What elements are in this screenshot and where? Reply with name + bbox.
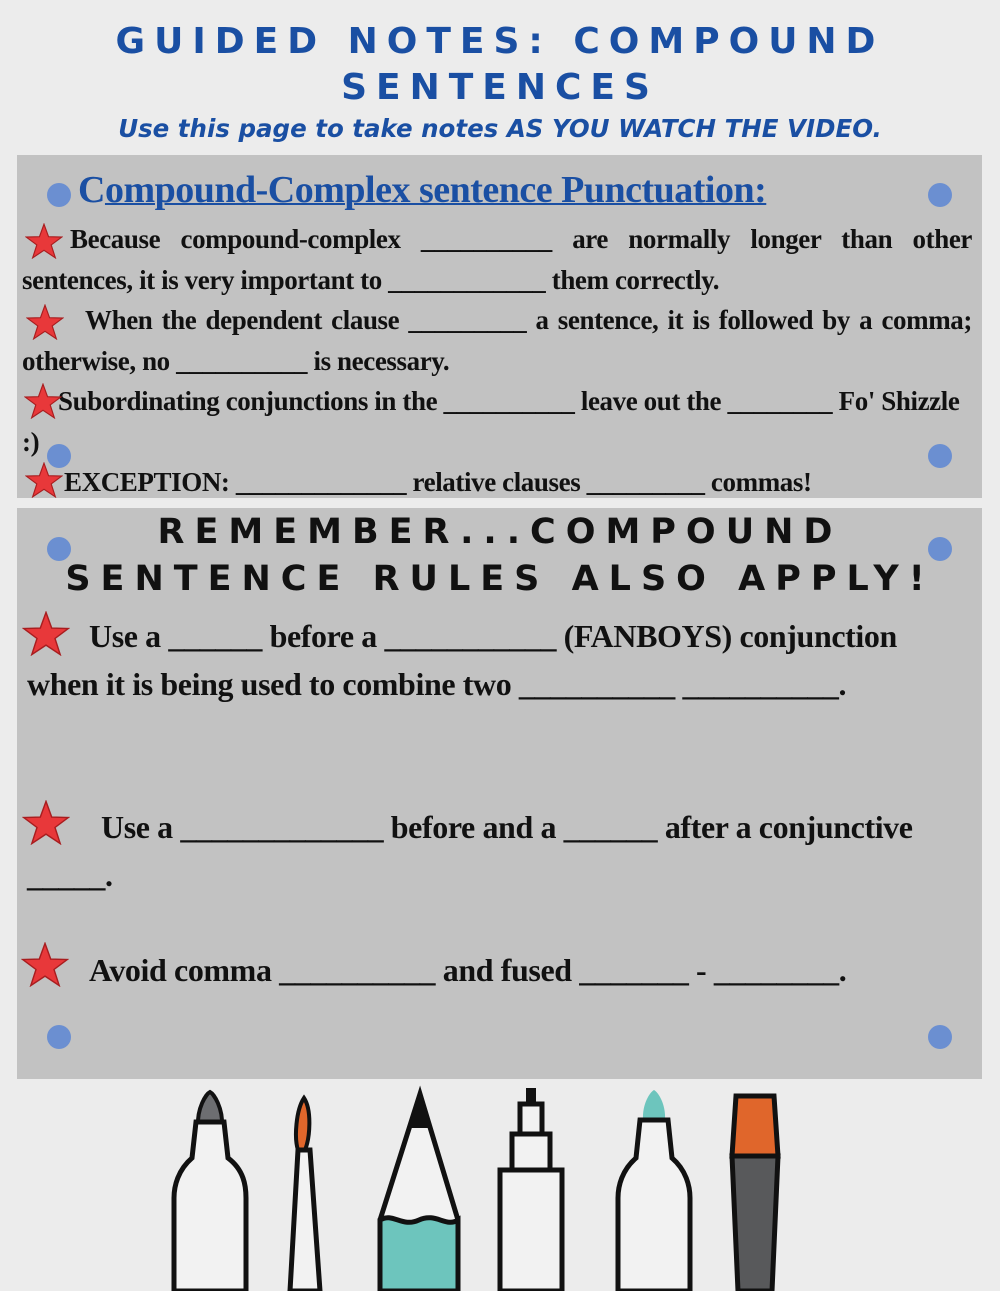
technical-pen-icon: [500, 1088, 562, 1291]
paint-brush-flat-icon: [732, 1096, 778, 1291]
rule-item-2: Use a _____________ before and a ______ after a conjunctive _____.: [27, 809, 913, 893]
page-title-line1: GUIDED NOTES: COMPOUND: [115, 21, 885, 62]
star-icon: [24, 383, 62, 419]
rule-item-1: Use a ______ before a ___________ (FANBOYS) conjunction when it is being used to combine two __________ __________.: [27, 618, 897, 702]
star-icon: [21, 942, 69, 987]
dot-icon: [47, 183, 71, 207]
paintbrush-icon: [290, 1098, 320, 1291]
remember-heading-line1: REMEMBER...COMPOUND: [157, 512, 843, 552]
note-item-4: EXCEPTION: _____________ relative clauses _________ commas!: [64, 467, 812, 497]
star-icon: [26, 304, 64, 340]
star-icon: [22, 800, 70, 845]
star-icon: [22, 611, 70, 656]
note-item-1: Because compound-complex __________ are normally longer than other sentences, it is very important to ____________ them correctly.: [22, 224, 972, 295]
note-item-2: When the dependent clause _________ a sentence, it is followed by a comma; otherwise, no __________ is necessary.: [22, 305, 972, 376]
page-subtitle: Use this page to take notes AS YOU WATCH THE VIDEO.: [118, 114, 882, 143]
rule-item-3: Avoid comma __________ and fused _______ - ________.: [89, 952, 847, 988]
dot-icon: [928, 183, 952, 207]
notes-list: [22, 219, 972, 503]
art-supplies-illustration: [0, 1080, 1000, 1291]
star-icon: [25, 462, 63, 498]
section-heading-rest: ompound-Complex sentence Punctuation:: [104, 169, 767, 211]
star-icon: [25, 223, 63, 259]
remember-heading-line2: SENTENCE RULES ALSO APPLY!: [65, 559, 935, 599]
highlighter-icon: [618, 1090, 690, 1291]
page-title-line2: SENTENCES: [341, 67, 659, 108]
dot-icon: [928, 1025, 952, 1049]
pencil-icon: [380, 1094, 458, 1291]
section-heading: [78, 168, 766, 212]
marker-icon: [174, 1092, 246, 1291]
section-heading-initial: C: [78, 169, 105, 211]
note-item-3: Subordinating conjunctions in the __________ leave out the ________ Fo' Shizzle :): [22, 386, 960, 457]
dot-icon: [47, 1025, 71, 1049]
